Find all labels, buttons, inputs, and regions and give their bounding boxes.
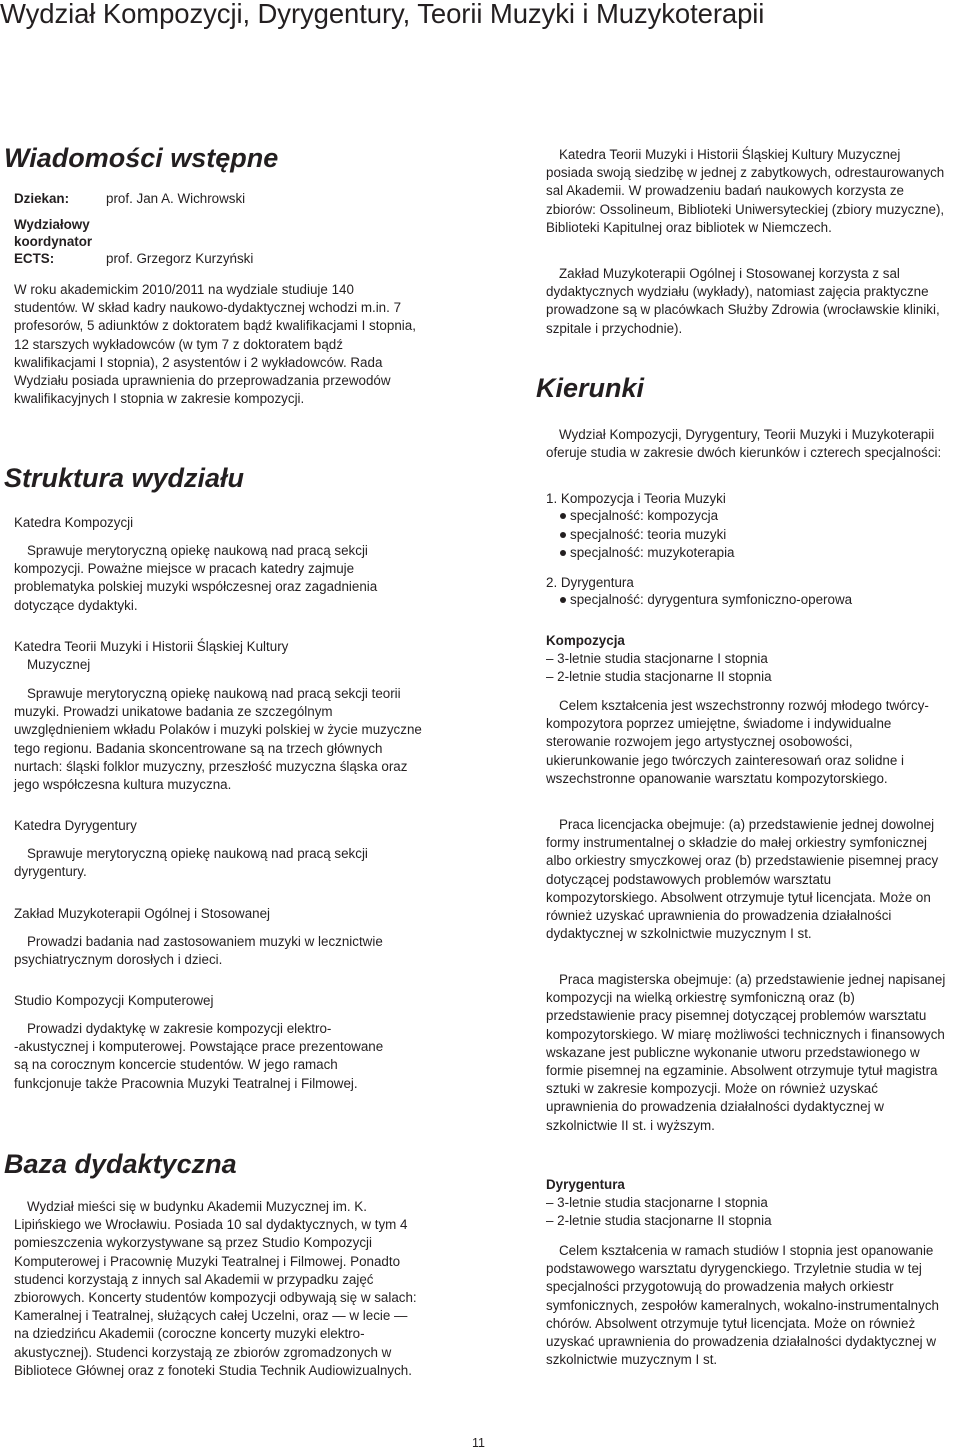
ects-value: prof. Grzegorz Kurzyński [106,251,254,266]
unit-text-teorii: Sprawuje merytoryczną opiekę naukową nad pracą sekcji teorii muzyki. Prowadzi unikatowe badania ze szczególnym uwzględnieniem wkładu Polaków i muzyki polskiej w życie muzyczne tego regionu. Badania skoncentrowane są na trzech głównych nurtach: śląski folklor muzyczny, przeszłość muzyczna śląska oraz jego współczesna kultura muzyczna. [14,686,422,793]
spec-dyrygentura: specjalność: dyrygentura symfoniczno-operowa [546,591,946,610]
unit-name-teorii-line1: Katedra Teorii Muzyki i Historii Śląskiej Kultury [14,639,289,654]
intro-paragraph: W roku akademickim 2010/2011 na wydziale studiuje 140 studentów. W skład kadry naukowo-dydaktycznej wchodzi m.in. 7 profesorów, 5 adiunktów z doktoratem bądź kwalifikacjami I stopnia, 12 starszych wykładowców (w tym 7 z doktoratem bądź kwalifikacjami I stopnia), 2 asystentów i 2 wykładowców. Rada Wydziału posiada uprawnienia do przeprowadzania przewodów kwalifikacyjnych I stopnia w zakresie kompozycji. [14,282,416,407]
section-heading-base: Baza dydaktyczna [4,1149,237,1179]
right-paragraph-2: Zakład Muzykoterapii Ogólnej i Stosowanej korzysta z sal dydaktycznych wydziału (wykłady), natomiast zajęcia praktyczne prowadzone są w placówkach Służby Zdrowia (wrocławskie kliniki, szpitale i przychodnie). [546,266,940,336]
unit-name-studio: Studio Kompozycji Komputerowej [14,993,214,1008]
ects-row [14,216,314,267]
unit-name-teorii [14,638,434,674]
right-paragraph-1: Katedra Teorii Muzyki i Historii Śląskiej Kultury Muzycznej posiada swoją siedzibę w jednej z zabytkowych, odrestaurowanych sal Akademii. W prowadzeniu badań naukowych korzysta ze zbiorów: Ossolineum, Biblioteki Uniwersyteckiej (zbiory muzyczne), Biblioteki Kapitulnej oraz bibliotek w Niemczech. [546,147,945,235]
unit-text-kompozycji: Sprawuje merytoryczną opiekę naukową nad pracą sekcji kompozycji. Poważne miejsce w pracach katedry zajmuje problematyka polskiej muzyki współczesnej oraz zagadnienia dotyczące dydaktyki. [14,543,378,613]
unit-name-dyrygentury: Katedra Dyrygentury [14,818,137,833]
ects-label-line1: Wydziałowy [14,217,90,232]
unit-name-kompozycji: Katedra Kompozycji [14,515,134,530]
ects-label-line2: koordynator [14,234,93,249]
ects-label-line3: ECTS: [14,251,55,266]
unit-text-studio-line1: Prowadzi dydaktykę w zakresie kompozycji elektro- [27,1021,332,1036]
kompozycja-level-1: – 3-letnie studia stacjonarne I stopnia [546,651,768,666]
dyrygentura-levels [546,1194,772,1230]
spec-teoria-muzyki: specjalność: teoria muzyki [546,526,946,545]
unit-text-studio [14,1020,394,1093]
kompozycja-levels [546,650,772,686]
dyrygentura-level-2: – 2-letnie studia stacjonarne II stopnia [546,1213,772,1228]
dyrygentura-paragraph-1: Celem kształcenia w ramach studiów I stopnia jest opanowanie podstawowego warsztatu dyrygenckiego. Trzyletnie studia w tej specjalności przygotowują do prowadzenia małych orkiestr symfonicznych, zespołów kameralnych, wokalno-instrumentalnych chórów. Absolwent otrzymuje tytuł licencjata. Może on również uzyskać uprawnienia do prowadzenia działalności dydaktycznej w szkolnictwie muzycznym I st. [546,1243,939,1368]
dyrygentura-level-1: – 3-letnie studia stacjonarne I stopnia [546,1195,768,1210]
unit-text-studio-rest: -akustycznej i komputerowej. Powstające prace prezentowane są na corocznym koncercie studentów. W jego ramach funkcjonuje także Pracownia Muzyki Teatralnej i Filmowej. [14,1039,384,1091]
kompozycja-heading: Kompozycja [546,633,625,648]
direction-2: 2. Dyrygentura [546,575,634,590]
unit-text-muzykoterapii: Prowadzi badania nad zastosowaniem muzyki w lecznictwie psychiatrycznym dorosłych i dzieci. [14,934,383,968]
dean-label: Dziekan: [14,191,70,206]
direction-1: 1. Kompozycja i Teoria Muzyki [546,491,726,506]
direction-1-specs [546,507,946,563]
dean-value: prof. Jan A. Wichrowski [106,191,246,206]
spec-muzykoterapia: specjalność: muzykoterapia [546,544,946,563]
base-paragraph: Wydział mieści się w budynku Akademii Muzycznej im. K. Lipińskiego we Wrocławiu. Posiada 10 sal dydaktycznych, w tym 4 pomieszczenia wykorzystywane są przez Studio Kompozycji Komputerowej i Pracownię Muzyki Teatralnej i Filmowej. Ponadto studenci korzystają z innych sal Akademii w przypadku zajęć zbiorowych. Koncerty studentów kompozycji odbywają się w salach: Kameralnej i Teatralnej, służących całej Uczelni, oraz — w lecie — na dziedzińcu Akademii (coroczne koncerty muzyki elektro-akustycznej). Studenci korzystają ze zbiorów zgromadzonych w Bibliotece Głównej oraz z fonoteki Studia Technik Audiowizualnych. [14,1199,417,1378]
kompozycja-paragraph-2: Praca licencjacka obejmuje: (a) przedstawienie jednej dowolnej formy instrumentalnej o składzie do małej orkiestry symfonicznej albo orkiestry smyczkowej oraz (b) przedstawienie pisemnej pracy dotyczącej podstawowych problemów warsztatu kompozytorskiego. Absolwent otrzymuje tytuł licencjata. Może on również uzyskać uprawnienia do prowadzenia działalności dydaktycznej w szkolnictwie muzycznym I st. [546,817,939,942]
page-title: Wydział Kompozycji, Dyrygentury, Teorii Muzyki i Muzykoterapii [0,0,765,29]
kompozycja-level-2: – 2-letnie studia stacjonarne II stopnia [546,669,772,684]
kierunki-intro: Wydział Kompozycji, Dyrygentury, Teorii Muzyki i Muzykoterapii oferuje studia w zakresie dwóch kierunków i czterech specjalności: [546,427,942,461]
spec-kompozycja: specjalność: kompozycja [546,507,946,526]
unit-name-muzykoterapii: Zakład Muzykoterapii Ogólnej i Stosowanej [14,906,271,921]
section-heading-kierunki: Kierunki [536,373,645,403]
unit-name-teorii-line2: Muzycznej [27,657,91,672]
page-number: 11 [472,1436,485,1450]
section-heading-intro: Wiadomości wstępne [4,143,279,173]
direction-2-specs [546,591,946,610]
unit-text-dyrygentury: Sprawuje merytoryczną opiekę naukową nad pracą sekcji dyrygentury. [14,846,368,880]
kompozycja-paragraph-3: Praca magisterska obejmuje: (a) przedstawienie jednej napisanej kompozycji na wielką orkiestrę symfoniczną oraz (b) przedstawienie pracy pisemnej dotyczącej problemów warsztatu kompozytorskiego. W miarę możliwości technicznych i finansowych wskazane jest publiczne wykonanie utworu przedstawionego w formie pisemnej na egzaminie. Absolwent otrzymuje tytuł magistra sztuki w zakresie kompozycji. Może on również uzyskać uprawnienia do prowadzenia działalności dydaktycznej w szkolnictwie II st. i wyższym. [546,972,946,1133]
section-heading-structure: Struktura wydziału [4,463,245,493]
dyrygentura-heading: Dyrygentura [546,1177,625,1192]
kompozycja-paragraph-1: Celem kształcenia jest wszechstronny rozwój młodego twórcy-kompozytora poprzez umiejętne, świadome i indywidualne sterowanie rozwojem jego artystycznej osobowości, ukierunkowanie jego twórczych zainteresowań oraz solidne i wszechstronne opanowanie warsztatu kompozytorskiego. [546,698,929,786]
